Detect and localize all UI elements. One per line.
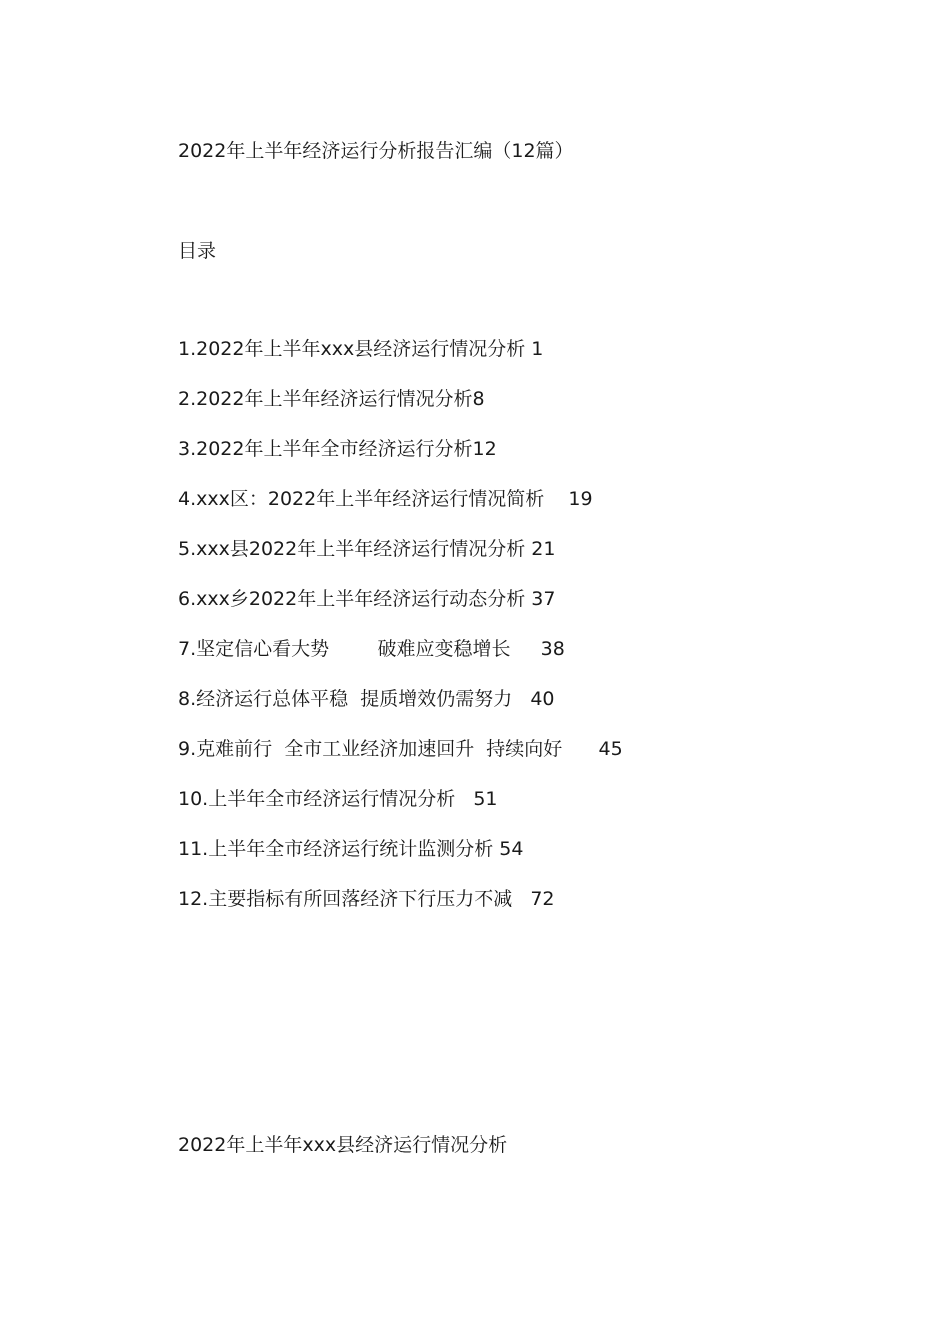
toc-item[interactable]: 8.经济运行总体平稳 提质增效仍需努力 40 bbox=[178, 688, 555, 710]
toc-item[interactable]: 3.2022年上半年全市经济运行分析12 bbox=[178, 438, 497, 460]
toc-item[interactable]: 9.克难前行 全市工业经济加速回升 持续向好 45 bbox=[178, 738, 623, 760]
toc-item[interactable]: 12.主要指标有所回落经济下行压力不减 72 bbox=[178, 888, 555, 910]
toc-item[interactable]: 10.上半年全市经济运行情况分析 51 bbox=[178, 788, 498, 810]
toc-item[interactable]: 11.上半年全市经济运行统计监测分析 54 bbox=[178, 838, 524, 860]
toc-heading: 目录 bbox=[178, 240, 217, 262]
toc-item[interactable]: 2.2022年上半年经济运行情况分析8 bbox=[178, 388, 485, 410]
toc-item[interactable]: 4.xxx区：2022年上半年经济运行情况简析 19 bbox=[178, 488, 593, 510]
toc-item[interactable]: 7.坚定信心看大势 破难应变稳增长 38 bbox=[178, 638, 565, 660]
toc-item[interactable]: 5.xxx县2022年上半年经济运行情况分析 21 bbox=[178, 538, 556, 560]
toc-item[interactable]: 1.2022年上半年xxx县经济运行情况分析 1 bbox=[178, 338, 544, 360]
toc-item[interactable]: 6.xxx乡2022年上半年经济运行动态分析 37 bbox=[178, 588, 556, 610]
section-title: 2022年上半年xxx县经济运行情况分析 bbox=[178, 1134, 508, 1156]
document-title: 2022年上半年经济运行分析报告汇编（12篇） bbox=[178, 140, 574, 162]
toc-list bbox=[178, 337, 623, 937]
